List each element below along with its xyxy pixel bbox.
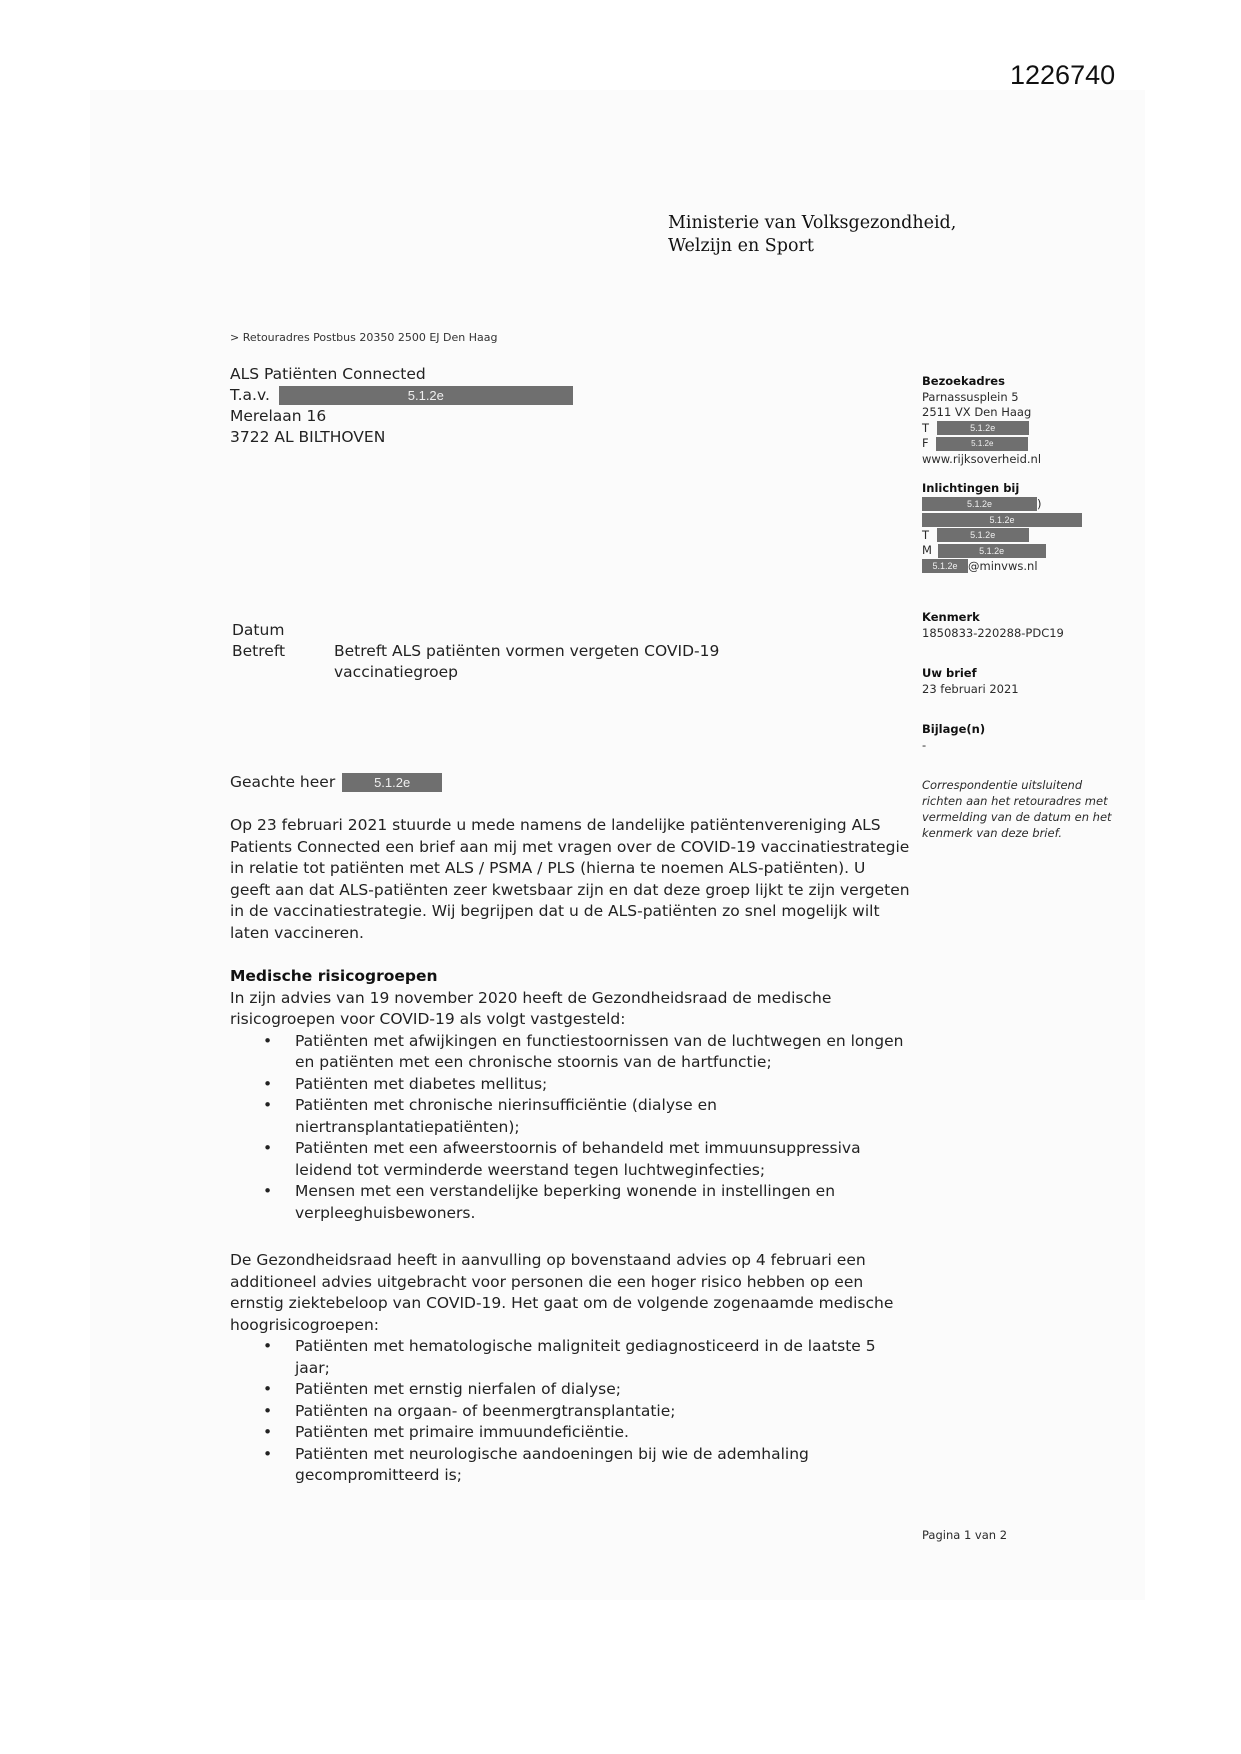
- date-row: [232, 620, 754, 641]
- contact-name-row: [922, 497, 1082, 513]
- recipient-address: [230, 364, 573, 448]
- sidebar-visit-address: [922, 374, 1041, 467]
- phone-row: [922, 421, 1041, 437]
- redaction-box: 5.1.2e: [279, 386, 573, 405]
- attachments-value: -: [922, 737, 927, 752]
- recipient-city: 3722 AL BILTHOVEN: [230, 428, 386, 446]
- letter-meta: [232, 620, 754, 683]
- section-lead: In zijn advies van 19 november 2020 heeft de Gezondheidsraad de medische risicogroepen voor COVID-19 als volgt vastgesteld:: [230, 988, 832, 1028]
- closing-parenthesis: ): [1037, 496, 1042, 511]
- list-item: • Patiënten met neurologische aandoeningen bij wie de ademhaling gecompromitteerd is;: [230, 1444, 910, 1487]
- visit-street: Parnassusplein 5: [922, 389, 1019, 404]
- redaction-box: 5.1.2e: [938, 544, 1046, 558]
- redaction-box: 5.1.2e: [937, 528, 1029, 542]
- contact-phone-row: [922, 528, 1082, 544]
- sidebar-attachments: [922, 722, 985, 753]
- recipient-attention: [230, 385, 573, 406]
- salutation-text: Geachte heer: [230, 773, 336, 791]
- document-number: 1226740: [1010, 60, 1116, 90]
- intro-paragraph: [230, 815, 910, 944]
- redaction-box: 5.1.2e: [922, 559, 968, 573]
- redaction-box: 5.1.2e: [922, 497, 1037, 511]
- info-heading: Inlichtingen bij: [922, 481, 1020, 495]
- redaction-box: 5.1.2e: [936, 437, 1028, 451]
- page-number: Pagina 1 van 2: [922, 1528, 1008, 1542]
- website: www.rijksoverheid.nl: [922, 451, 1042, 466]
- recipient-street: Merelaan 16: [230, 407, 327, 425]
- attachments-heading: Bijlage(n): [922, 722, 986, 736]
- your-letter-heading: Uw brief: [922, 666, 977, 680]
- visit-city: 2511 VX Den Haag: [922, 405, 1032, 419]
- fax-label: F: [922, 436, 929, 450]
- redaction-box: 5.1.2e: [937, 421, 1029, 435]
- correspondence-note: Correspondentie uitsluitend richten aan het retouradres met vermelding van de datum en het kenmerk van deze brief.: [922, 778, 1112, 840]
- email-domain: @minvws.nl: [968, 558, 1038, 573]
- list-item: • Patiënten met chronische nierinsufficiëntie (dialyse en niertransplantatiepatiënten);: [230, 1095, 910, 1138]
- list-item: • Patiënten na orgaan- of beenmergtransplantatie;: [230, 1401, 910, 1423]
- subject-value: Betreft ALS patiënten vormen vergeten COVID-19 vaccinatiegroep: [334, 642, 720, 681]
- mobile-label: M: [922, 543, 932, 557]
- redaction-box: 5.1.2e: [342, 773, 442, 792]
- risk-group-list: [230, 1031, 910, 1225]
- sidebar-your-letter: [922, 666, 1019, 697]
- contact-mobile-row: [922, 543, 1082, 559]
- salutation: [230, 773, 442, 792]
- list-item: • Patiënten met afwijkingen en functiestoornissen van de luchtwegen en longen en patiënten met een chronische stoornis van de hartfunctie;: [230, 1031, 910, 1074]
- section-risk-groups: [230, 966, 910, 1224]
- list-item: • Patiënten met diabetes mellitus;: [230, 1074, 910, 1096]
- contact-dept-row: [922, 512, 1082, 528]
- list-item: • Patiënten met primaire immuundeficiëntie.: [230, 1422, 910, 1444]
- ministry-logo: [668, 212, 956, 258]
- list-item: • Mensen met een verstandelijke beperking wonende in instellingen en verpleeghuisbewoners.: [230, 1181, 910, 1224]
- high-risk-group-list: [230, 1336, 910, 1487]
- sidebar-reference: [922, 610, 1064, 641]
- contact-email-row: [922, 559, 1082, 575]
- your-letter-value: 23 februari 2021: [922, 681, 1019, 696]
- section-lead: De Gezondheidsraad heeft in aanvulling op bovenstaand advies op 4 februari een additioneel advies uitgebracht voor personen die een hoger risico hebben op een ernstig ziektebeloop van COVID-19. Het gaat om de volgende zogenaamde medische hoogrisicogroepen:: [230, 1251, 894, 1334]
- redaction-box: 5.1.2e: [922, 513, 1082, 527]
- section-high-risk-groups: [230, 1250, 910, 1487]
- visit-heading: Bezoekadres: [922, 374, 1005, 388]
- fax-row: [922, 436, 1041, 452]
- reference-value: 1850833-220288-PDC19: [922, 625, 1064, 640]
- return-address: > Retouradres Postbus 20350 2500 EJ Den Haag: [230, 331, 498, 344]
- attention-label: T.a.v.: [230, 386, 270, 404]
- reference-heading: Kenmerk: [922, 610, 980, 624]
- phone-label: T: [922, 420, 930, 435]
- subject-row: [232, 641, 754, 683]
- list-item: • Patiënten met een afweerstoornis of behandeld met immuunsuppressiva leidend tot verminderde weerstand tegen luchtweginfecties;: [230, 1138, 910, 1181]
- ministry-name-line2: Welzijn en Sport: [668, 236, 814, 256]
- list-item: • Patiënten met hematologische maligniteit gediagnosticeerd in de laatste 5 jaar;: [230, 1336, 910, 1379]
- section-heading: Medische risicogroepen: [230, 967, 438, 985]
- sidebar-contact: [922, 481, 1082, 574]
- phone-label: T: [922, 527, 930, 542]
- intro-text: Op 23 februari 2021 stuurde u mede namens de landelijke patiëntenvereniging ALS Patients Connected een brief aan mij met vragen over de COVID-19 vaccinatiestrategie in relatie tot patiënten met ALS / PSMA / PLS (hierna te noemen ALS-patiënten). U geeft aan dat ALS-patiënten zeer kwetsbaar zijn en dat deze groep lijkt te zijn vergeten in de vaccinatiestrategie. Wij begrijpen dat u de ALS-patiënten zo snel mogelijk wilt laten vaccineren.: [230, 816, 910, 942]
- list-item: • Patiënten met ernstig nierfalen of dialyse;: [230, 1379, 910, 1401]
- ministry-name-line1: Ministerie van Volksgezondheid,: [668, 213, 957, 233]
- subject-label: Betreft: [232, 642, 286, 660]
- recipient-organisation: ALS Patiënten Connected: [230, 365, 426, 383]
- date-label: Datum: [232, 621, 285, 639]
